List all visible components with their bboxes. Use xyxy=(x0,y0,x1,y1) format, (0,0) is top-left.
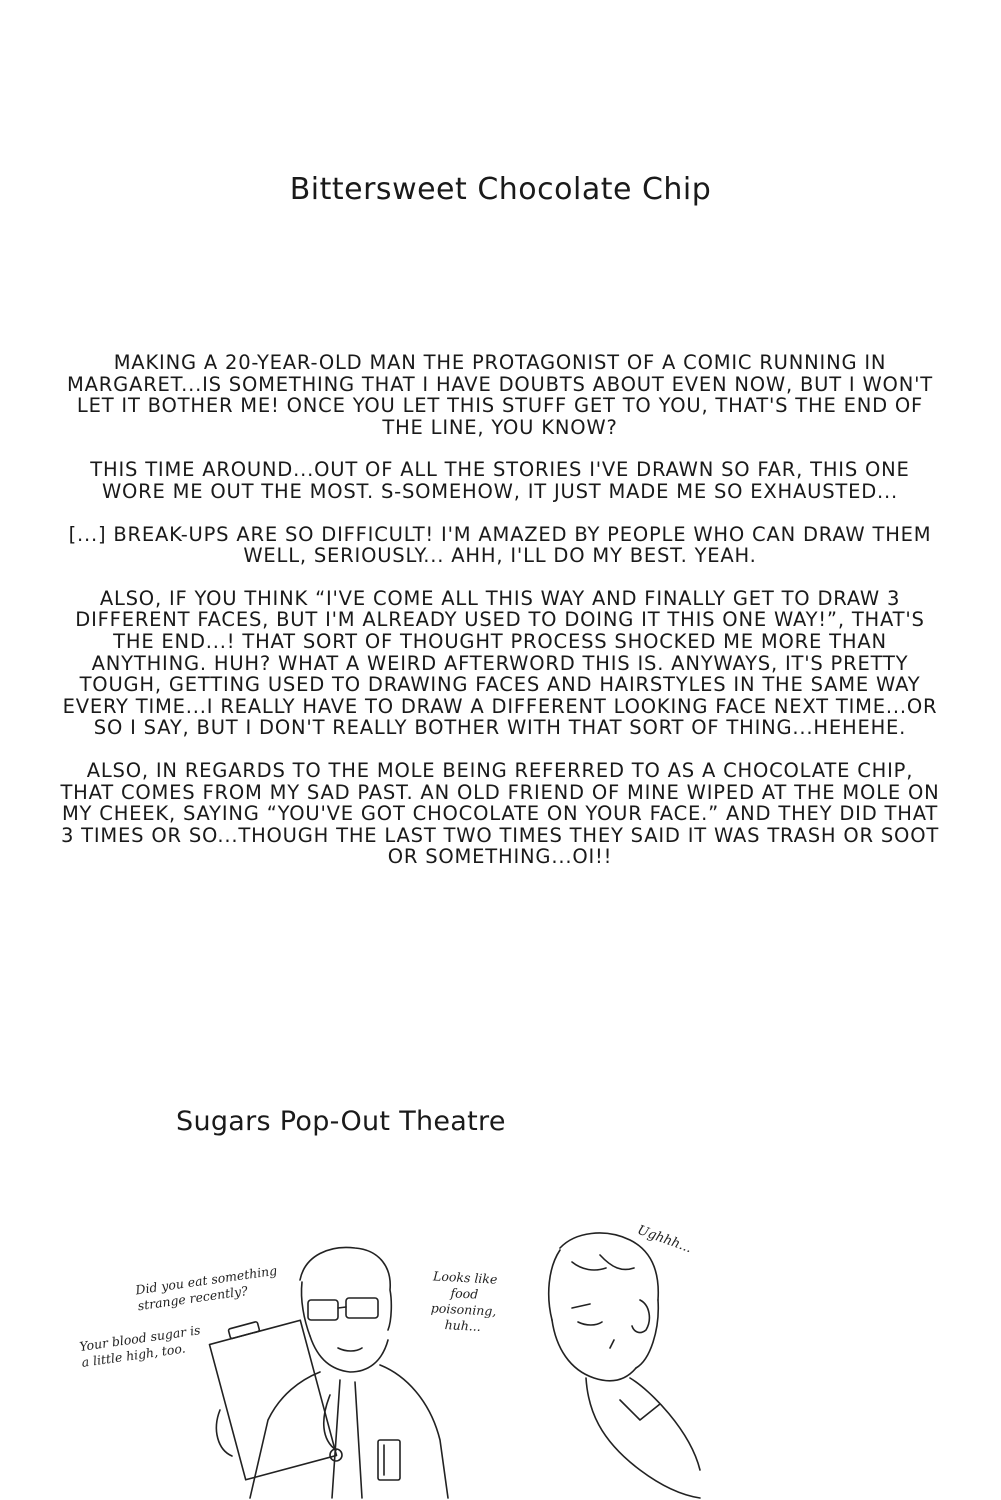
afterword-paragraph: ALSO, IN REGARDS TO THE MOLE BEING REFERRED TO AS A CHOCOLATE CHIP, THAT COMES FROM MY SAD PAST. AN OLD FRIEND OF MINE WIPED AT THE MOLE ON MY CHEEK, SAYING “YOU'VE GOT CHOCOLATE ON YOUR FACE.” AND THEY DID THAT 3 TIMES OR SO...THOUGH THE LAST TWO TIMES THEY SAID IT WAS TRASH OR SOOT OR SOMETHING...OI!! xyxy=(60,758,940,869)
afterword-paragraph: ALSO, IF YOU THINK “I'VE COME ALL THIS WAY AND FINALLY GET TO DRAW 3 DIFFERENT FACES, BUT I'M ALREADY USED TO DOING IT THIS ONE WAY!”, THAT'S THE END...! THAT SORT OF THOUGHT PROCESS SHOCKED ME MORE THAN ANYTHING. HUH? WHAT A WEIRD AFTERWORD THIS IS. ANYWAYS, IT'S PRETTY TOUGH, GETTING USED TO DRAWING FACES AND HAIRSTYLES IN THE SAME WAY EVERY TIME...I REALLY HAVE TO DRAW A DIFFERENT LOOKING FACE NEXT TIME...OR SO I SAY, BUT I DON'T REALLY BOTHER WITH THAT SORT OF THING...HEHEHE. xyxy=(62,586,938,740)
patient-groan-bubble: Ughhh... xyxy=(635,1222,694,1257)
afterword-paragraph: [...] BREAK-UPS ARE SO DIFFICULT! I'M AMAZED BY PEOPLE WHO CAN DRAW THEM WELL, SERIOUSLY... AHH, I'LL DO MY BEST. YEAH. xyxy=(68,522,932,568)
patient-illustration xyxy=(549,1233,700,1498)
doctor-sugar-bubble: Your blood sugar is a little high, too. xyxy=(78,1322,202,1370)
afterword-paragraph: MAKING A 20-YEAR-OLD MAN THE PROTAGONIST OF A COMIC RUNNING IN MARGARET...IS SOMETHING THAT I HAVE DOUBTS ABOUT EVEN NOW, BUT I WON'T LET IT BOTHER ME! ONCE YOU LET THIS STUFF GET TO YOU, THAT'S THE END OF THE LINE, YOU KNOW? xyxy=(67,351,933,439)
afterword-paragraph: THIS TIME AROUND...OUT OF ALL THE STORIES I'VE DRAWN SO FAR, THIS ONE WORE ME OUT THE MOST. S-SOMEHOW, IT JUST MADE ME SO EXHAUSTED... xyxy=(90,458,910,503)
page-title: Bittersweet Chocolate Chip xyxy=(289,172,712,207)
doctor-question-bubble: Did you eat something strange recently? xyxy=(134,1262,278,1314)
doctor-diagnosis-bubble: Looks like food poisoning, huh... xyxy=(430,1268,498,1334)
theatre-title: Sugars Pop-Out Theatre xyxy=(176,1106,506,1137)
